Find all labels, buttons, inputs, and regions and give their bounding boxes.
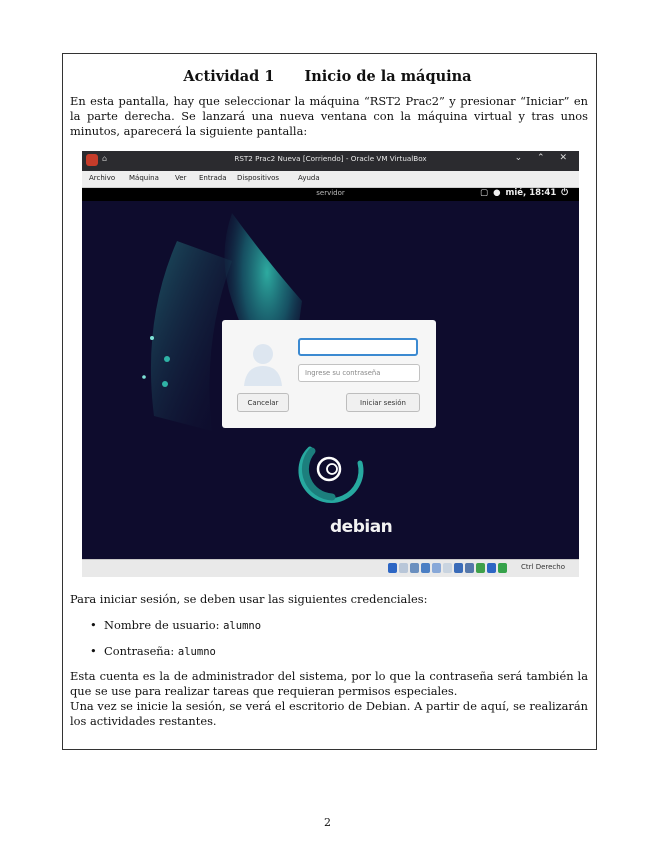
network-icon[interactable] [421, 563, 430, 573]
clock: mié, 18:41 [505, 188, 557, 198]
hostname-label: servidor [316, 189, 345, 197]
password-label: Contraseña: [104, 644, 175, 658]
accessibility-icon[interactable]: ● [493, 188, 501, 198]
host-key-label: Ctrl Derecho [521, 563, 565, 571]
gnome-top-bar [82, 188, 579, 201]
credential-username: • Nombre de usuario: alumno [90, 618, 262, 632]
sparkle-dot [164, 356, 170, 362]
password-value: alumno [177, 646, 216, 658]
power-icon[interactable]: ⏻ [561, 188, 568, 198]
light-beam [151, 241, 232, 431]
username-label: Nombre de usuario: [104, 618, 220, 632]
vm-titlebar [82, 151, 579, 171]
activity-heading [0, 68, 655, 85]
arrow-down-icon[interactable] [498, 563, 507, 573]
vm-menubar [82, 171, 579, 188]
credentials-intro: Para iniciar sesión, se deben usar las siguientes credenciales: [70, 592, 428, 606]
status-icons [388, 563, 507, 574]
page-number: 2 [324, 816, 331, 829]
pin-icon[interactable]: ⌂ [102, 154, 108, 163]
credential-password: • Contraseña: alumno [90, 644, 216, 658]
menu-ver[interactable]: Ver [175, 174, 187, 182]
debian-wordmark: debian [330, 517, 393, 537]
menu-dispositivos[interactable]: Dispositivos [237, 174, 280, 182]
intro-paragraph: En esta pantalla, hay que seleccionar la máquina “RST2 Prac2” y presionar “Iniciar” en la parte derecha. Se lanzará una nueva ventana con la máquina virtual y tras unos minutos, aparecerá la siguiente pantalla: [70, 94, 588, 138]
vm-screenshot [82, 151, 579, 577]
username-value: alumno [223, 620, 262, 632]
usb-icon[interactable] [432, 563, 441, 573]
password-input[interactable]: Ingrese su contraseña [298, 364, 420, 382]
closing-paragraph-2: Una vez se inicie la sesión, se verá el escritorio de Debian. A partir de aquí, se realizarán los actividades restantes. [70, 699, 588, 728]
cancel-button[interactable]: Cancelar [237, 393, 289, 412]
menu-maquina[interactable]: Máquina [129, 174, 159, 182]
menu-entrada[interactable]: Entrada [199, 174, 227, 182]
keyboard-icon[interactable]: ▢ [480, 188, 489, 198]
menu-ayuda[interactable]: Ayuda [298, 174, 320, 182]
sparkle-dot [162, 381, 168, 387]
optical-drive-icon[interactable] [399, 563, 408, 573]
vm-window-title: RST2 Prac2 Nueva [Corriendo] - Oracle VM VirtualBox [234, 154, 427, 163]
username-input[interactable] [298, 338, 418, 356]
closing-paragraph-1: Esta cuenta es la de administrador del sistema, por lo que la contraseña será también la que se use para realizar tareas que requieran permisos especiales. [70, 669, 588, 698]
hard-disk-icon[interactable] [388, 563, 397, 573]
display-icon[interactable] [454, 563, 463, 573]
activity-label: Actividad 1 [183, 68, 275, 85]
activity-title: Inicio de la máquina [304, 68, 472, 85]
cpu-icon[interactable] [476, 563, 485, 573]
user-avatar-icon [242, 340, 284, 388]
mouse-integration-icon[interactable] [487, 563, 496, 573]
debian-swirl-icon [301, 449, 361, 500]
menu-archivo[interactable]: Archivo [89, 174, 116, 182]
recording-icon[interactable] [465, 563, 474, 573]
window-controls[interactable]: ⌄ ⌃ ✕ [514, 153, 573, 163]
sparkle-dot [150, 336, 154, 340]
login-dialog [222, 320, 436, 428]
system-tray[interactable] [480, 188, 573, 198]
audio-icon[interactable] [410, 563, 419, 573]
login-button[interactable]: Iniciar sesión [346, 393, 420, 412]
vm-statusbar [82, 559, 579, 577]
sparkle-dot [142, 375, 146, 379]
shared-folder-icon[interactable] [443, 563, 452, 573]
